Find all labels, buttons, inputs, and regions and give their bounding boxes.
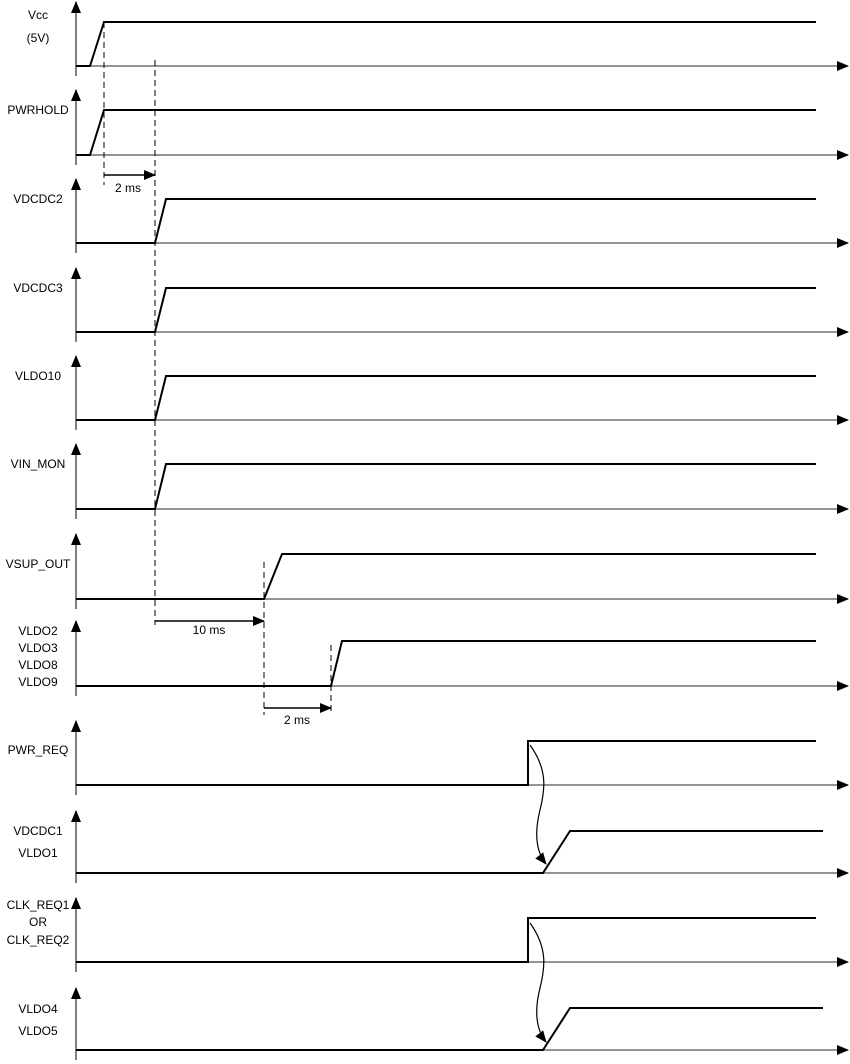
- vdcdc3-waveform: [76, 288, 816, 332]
- delay-2ms-a-label: 2 ms: [114, 181, 142, 195]
- clk-req-label: CLK_REQ1: [6, 898, 70, 912]
- vcc-label: Vcc: [27, 8, 49, 22]
- vldo2-3-8-9-label: VLDO2: [18, 624, 58, 638]
- vcc-label: (5V): [26, 31, 50, 45]
- vldo4-5-label: VLDO5: [18, 1024, 58, 1038]
- vsup-out-label: VSUP_OUT: [5, 557, 71, 571]
- vsup-out-waveform: [76, 554, 816, 599]
- vldo2-3-8-9-waveform: [76, 641, 816, 686]
- vldo10-waveform: [76, 376, 816, 420]
- clk-req-label: CLK_REQ2: [6, 933, 70, 947]
- pwr-req-to-vdcdc1-causal-arrow: [530, 745, 546, 864]
- vcc-waveform: [76, 22, 816, 66]
- vldo2-3-8-9-label: VLDO3: [18, 641, 58, 655]
- vin-mon-label: VIN_MON: [10, 457, 66, 471]
- vdcdc1-vldo1-label: VLDO1: [18, 846, 58, 860]
- vdcdc3-label: VDCDC3: [13, 281, 63, 295]
- vdcdc2-waveform: [76, 199, 816, 243]
- vdcdc1-vldo1-label: VDCDC1: [13, 824, 63, 838]
- clk-req-label: OR: [29, 915, 47, 929]
- vldo4-5-label: VLDO4: [18, 1002, 58, 1016]
- vldo2-3-8-9-label: VLDO9: [18, 675, 58, 689]
- delay-2ms-b-label: 2 ms: [283, 713, 311, 727]
- vdcdc2-label: VDCDC2: [13, 192, 63, 206]
- pwrhold-waveform: [76, 110, 816, 155]
- vin-mon-waveform: [76, 464, 816, 509]
- clk-req-waveform: [76, 918, 816, 962]
- vdcdc1-vldo1-waveform: [76, 831, 823, 873]
- pwrhold-label: PWRHOLD: [7, 103, 69, 117]
- vldo2-3-8-9-label: VLDO8: [18, 658, 58, 672]
- vldo10-label: VLDO10: [14, 369, 62, 383]
- clk-req-to-vldo4-causal-arrow: [530, 923, 546, 1042]
- pwr-req-label: PWR_REQ: [7, 743, 69, 757]
- delay-10ms-label: 10 ms: [192, 623, 226, 637]
- pwr-req-waveform: [76, 741, 816, 785]
- vldo4-5-waveform: [76, 1008, 823, 1050]
